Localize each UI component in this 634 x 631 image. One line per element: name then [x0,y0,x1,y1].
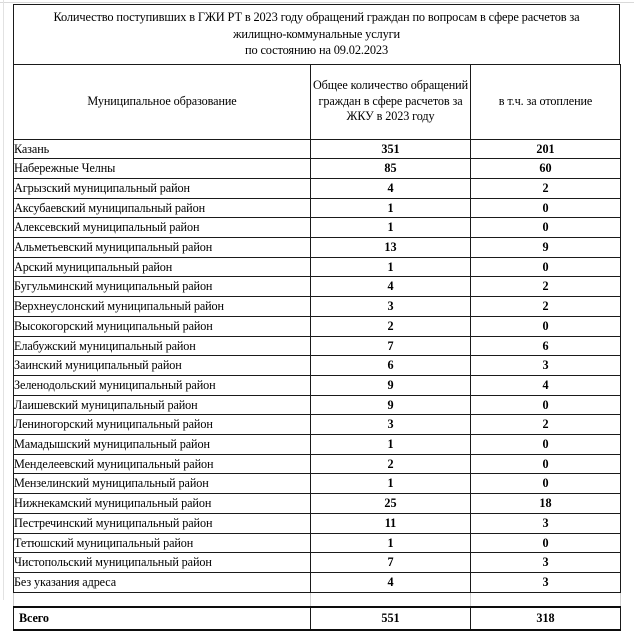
table-row [14,257,621,277]
cell-heating: 0 [471,395,621,415]
cell-heating: 9 [471,238,621,258]
cell-heating: 6 [471,336,621,356]
cell-heating: 2 [471,415,621,435]
table-row [14,454,621,474]
cell-heating: 0 [471,454,621,474]
table-row [14,297,621,317]
column-header-total-appeals: Общее количество обращений граждан в сфере расчетов за ЖКУ в 2023 году [311,64,471,139]
report-title [13,4,620,64]
cell-total-appeals: 85 [311,159,471,179]
table-row [14,277,621,297]
cell-total-appeals: 6 [311,356,471,376]
cell-total-appeals: 7 [311,553,471,573]
scan-edge-line-left [3,0,4,600]
spacer-cell [311,592,471,607]
column-header-municipality: Муниципальное образование [14,64,311,139]
table-row [14,238,621,258]
cell-heating: 0 [471,474,621,494]
report-title-line-2: жилищно-коммунальные услуги [232,26,401,41]
cell-total-appeals: 1 [311,474,471,494]
cell-heating: 0 [471,533,621,553]
cell-heating: 2 [471,297,621,317]
table-row [14,375,621,395]
cell-municipality: Аксубаевский муниципальный район [14,198,311,218]
cell-heating: 3 [471,553,621,573]
cell-municipality: Агрызский муниципальный район [14,178,311,198]
table-row [14,316,621,336]
cell-heating: 3 [471,572,621,592]
table-row [14,553,621,573]
table-total-row [14,607,621,630]
table-body [14,139,621,630]
table-row [14,572,621,592]
cell-municipality: Мензелинский муниципальный район [14,474,311,494]
report-title-line-1: Количество поступивших в ГЖИ РТ в 2023 году обращений граждан по вопросам в сфере расчетов за [53,10,580,24]
cell-total-appeals: 2 [311,316,471,336]
cell-total-appeals: 4 [311,277,471,297]
cell-heating-sum: 318 [471,607,621,630]
table-header [14,64,621,139]
cell-total-appeals: 11 [311,513,471,533]
cell-heating: 2 [471,277,621,297]
table-header-row [14,64,621,139]
table-row [14,435,621,455]
table-row [14,218,621,238]
cell-total-appeals: 1 [311,435,471,455]
table-row [14,474,621,494]
cell-heating: 3 [471,356,621,376]
scan-edge-line-top [0,2,634,3]
table-row [14,395,621,415]
cell-municipality: Пестречинский муниципальный район [14,513,311,533]
cell-municipality: Лаишевский муниципальный район [14,395,311,415]
cell-heating: 0 [471,316,621,336]
table-row [14,494,621,514]
cell-total-appeals: 2 [311,454,471,474]
cell-heating: 60 [471,159,621,179]
appeals-table [13,64,621,631]
cell-municipality: Зеленодольский муниципальный район [14,375,311,395]
cell-municipality: Лениногорский муниципальный район [14,415,311,435]
cell-heating: 0 [471,198,621,218]
cell-municipality: Верхнеуслонский муниципальный район [14,297,311,317]
cell-municipality: Казань [14,139,311,159]
cell-total-appeals-sum: 551 [311,607,471,630]
cell-total-appeals: 1 [311,218,471,238]
cell-total-appeals: 4 [311,178,471,198]
cell-municipality: Мамадышский муниципальный район [14,435,311,455]
cell-total-appeals: 1 [311,198,471,218]
table-row [14,336,621,356]
cell-municipality: Арский муниципальный район [14,257,311,277]
cell-total-label: Всего [14,607,311,630]
table-row [14,415,621,435]
table-row [14,513,621,533]
cell-total-appeals: 4 [311,572,471,592]
cell-total-appeals: 3 [311,297,471,317]
spacer-cell [471,592,621,607]
cell-municipality: Алексевский муниципальный район [14,218,311,238]
table-row [14,159,621,179]
cell-total-appeals: 1 [311,533,471,553]
cell-heating: 2 [471,178,621,198]
cell-heating: 4 [471,375,621,395]
cell-heating: 0 [471,218,621,238]
table-row [14,198,621,218]
document-body [13,4,620,631]
cell-total-appeals: 1 [311,257,471,277]
spacer-cell [14,592,311,607]
cell-municipality: Менделеевский муниципальный район [14,454,311,474]
cell-municipality: Альметьевский муниципальный район [14,238,311,258]
cell-total-appeals: 13 [311,238,471,258]
cell-municipality: Без указания адреса [14,572,311,592]
cell-municipality: Чистопольский муниципальный район [14,553,311,573]
cell-municipality: Заинский муниципальный район [14,356,311,376]
cell-heating: 3 [471,513,621,533]
cell-total-appeals: 351 [311,139,471,159]
cell-heating: 0 [471,257,621,277]
table-row [14,139,621,159]
cell-municipality: Бугульминский муниципальный район [14,277,311,297]
cell-heating: 201 [471,139,621,159]
cell-municipality: Тетюшский муниципальный район [14,533,311,553]
cell-heating: 0 [471,435,621,455]
column-header-heating: в т.ч. за отопление [471,64,621,139]
cell-total-appeals: 9 [311,375,471,395]
cell-total-appeals: 9 [311,395,471,415]
table-spacer-row [14,592,621,607]
cell-total-appeals: 7 [311,336,471,356]
cell-municipality: Нижнекамский муниципальный район [14,494,311,514]
cell-heating: 18 [471,494,621,514]
cell-municipality: Высокогорский муниципальный район [14,316,311,336]
table-row [14,533,621,553]
report-title-line-3: по состоянию на 09.02.2023 [244,43,389,57]
cell-total-appeals: 3 [311,415,471,435]
cell-municipality: Елабужский муниципальный район [14,336,311,356]
cell-municipality: Набережные Челны [14,159,311,179]
table-row [14,356,621,376]
cell-total-appeals: 25 [311,494,471,514]
table-row [14,178,621,198]
